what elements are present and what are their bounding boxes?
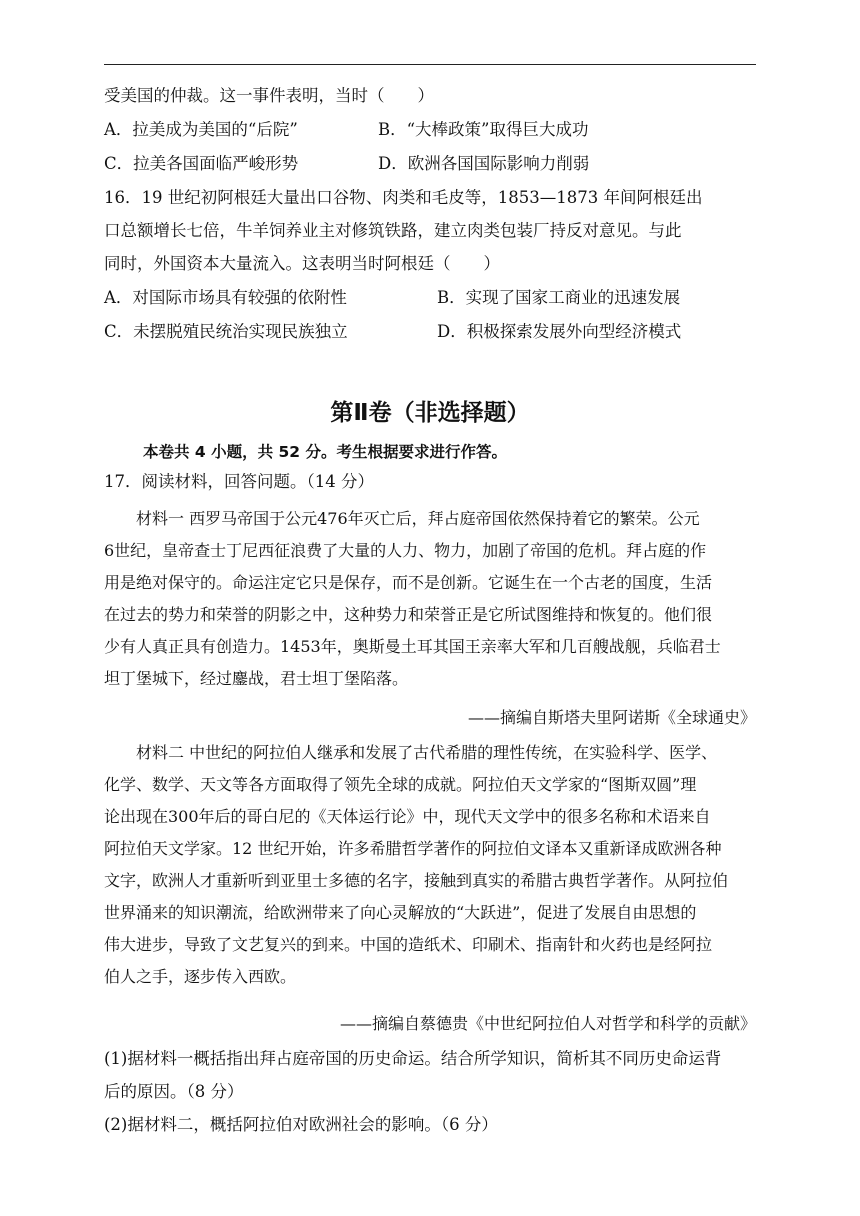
q15-option-a: A．拉美成为美国的“后院” — [104, 120, 298, 139]
material-one-line-4: 在过去的势力和荣誉的阴影之中，这种势力和荣誉正是它所试图维持和恢复的。他们很 — [104, 605, 713, 624]
header-rule — [104, 64, 756, 65]
material-one-line-3: 用是绝对保守的。命运注定它只是保存，而不是创新。它诞生在一个古老的国度，生活 — [104, 573, 713, 592]
q17-stem: 17．阅读材料，回答问题。（14 分） — [104, 472, 374, 491]
q16-option-b: B．实现了国家工商业的迅速发展 — [437, 288, 681, 307]
material-two-line-1: 材料二 中世纪的阿拉伯人继承和发展了古代希腊的理性传统，在实验科学、医学、 — [136, 743, 718, 762]
material-two-line-3: 论出现在300年后的哥白尼的《天体运行论》中，现代天文学中的很多名称和术语来自 — [104, 807, 711, 826]
q16-option-a: A．对国际市场具有较强的依附性 — [104, 288, 347, 307]
q15-option-d: D．欧洲各国国际影响力削弱 — [378, 154, 590, 173]
material-two-line-7: 伟大进步，导致了文艺复兴的到来。中国的造纸术、印刷术、指南针和火药也是经阿拉 — [104, 935, 713, 954]
material-one-line-1: 材料一 西罗马帝国于公元476年灭亡后，拜占庭帝国依然保持着它的繁荣。公元 — [136, 509, 700, 528]
q16-option-d: D．积极探索发展外向型经济模式 — [437, 322, 682, 341]
material-two-line-4: 阿拉伯天文学家。12 世纪开始，许多希腊哲学著作的阿拉伯文译本又重新译成欧洲各种 — [104, 839, 722, 858]
sub-question-1-line-2: 后的原因。（8 分） — [104, 1082, 244, 1101]
section-title: 第Ⅱ卷（非选择题） — [330, 400, 530, 426]
material-one-source: ——摘编自斯塔夫里阿诺斯《全球通史》 — [467, 708, 756, 727]
q16-stem-line-1: 16．19 世纪初阿根廷大量出口谷物、肉类和毛皮等，1853—1873 年间阿根廷出 — [104, 188, 703, 207]
material-two-line-5: 文字，欧洲人才重新听到亚里士多德的名字，接触到真实的希腊古典哲学著作。从阿拉伯 — [104, 871, 729, 890]
q15-option-b: B．“大棒政策”取得巨大成功 — [378, 120, 589, 139]
material-one-line-2: 6世纪，皇帝查士丁尼西征浪费了大量的人力、物力，加剧了帝国的危机。拜占庭的作 — [104, 541, 707, 560]
sub-question-1-line-1: (1)据材料一概括指出拜占庭帝国的历史命运。结合所学知识，简析其不同历史命运背 — [104, 1049, 722, 1068]
material-two-line-6: 世界涌来的知识潮流，给欧洲带来了向心灵解放的“大跃进”，促进了发展自由思想的 — [104, 903, 697, 922]
q15-stem-tail: 受美国的仲裁。这一事件表明，当时（ ） — [104, 86, 434, 105]
material-two-source: ——摘编自蔡德贵《中世纪阿拉伯人对哲学和科学的贡献》 — [339, 1014, 756, 1033]
material-one-line-5: 少有人真正具有创造力。1453年，奥斯曼土耳其国王亲率大军和几百艘战舰，兵临君士 — [104, 637, 721, 656]
material-two-line-2: 化学、数学、天文等各方面取得了领先全球的成就。阿拉伯天文学家的“图斯双圆”理 — [104, 775, 697, 794]
q16-option-c: C．未摆脱殖民统治实现民族独立 — [104, 322, 348, 341]
q15-option-c: C．拉美各国面临严峻形势 — [104, 154, 299, 173]
material-one-line-6: 坦丁堡城下，经过鏖战，君士坦丁堡陷落。 — [104, 669, 409, 688]
q16-stem-line-3: 同时，外国资本大量流入。这表明当时阿根廷（ ） — [104, 254, 500, 273]
sub-question-2: (2)据材料二，概括阿拉伯对欧洲社会的影响。（6 分） — [104, 1115, 498, 1134]
material-two-line-8: 伯人之手，逐步传入西欧。 — [104, 967, 297, 986]
q16-stem-line-2: 口总额增长七倍，牛羊饲养业主对修筑铁路，建立肉类包装厂持反对意见。与此 — [104, 221, 682, 240]
section-note: 本卷共 4 小题，共 52 分。考生根据要求进行作答。 — [143, 443, 507, 461]
